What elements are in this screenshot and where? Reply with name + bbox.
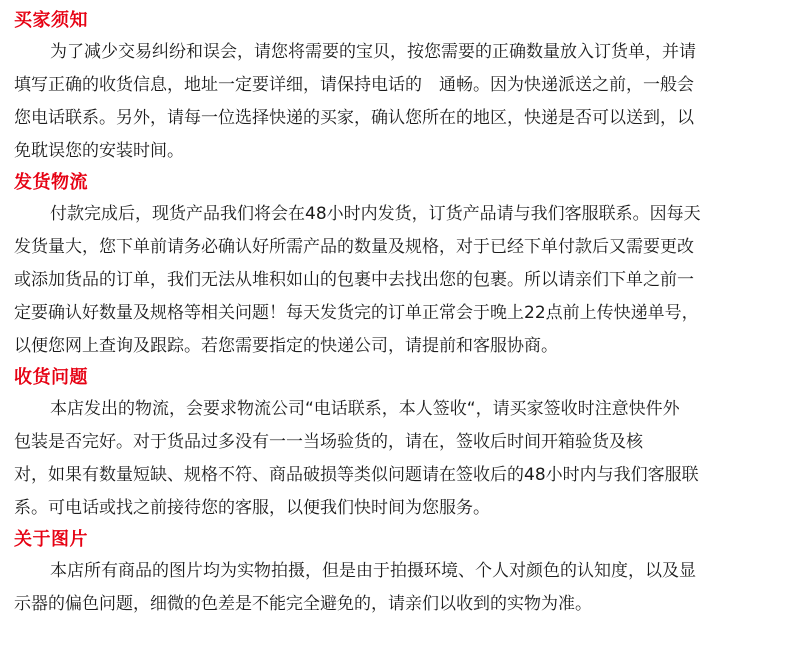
paragraph-line: 系。可电话或找之前接待您的客服，以便我们快时间为您服务。: [14, 498, 490, 518]
paragraph-line: 本店所有商品的图片均为实物拍摄，但是由于拍摄环境、个人对颜色的认知度，以及显: [50, 561, 696, 581]
paragraph-line: 包装是否完好。对于货品过多没有一一当场验货的，请在，签收后时间开箱验货及核: [14, 432, 643, 452]
paragraph-line: 免耽误您的安装时间。: [14, 141, 184, 161]
section-about-images: [14, 525, 776, 621]
section-title-about-images: 关于图片: [14, 529, 88, 550]
section-title-buyer-notice: 买家须知: [14, 10, 88, 31]
section-buyer-notice: [14, 6, 776, 168]
paragraph-line: 示器的偏色问题，细微的色差是不能完全避免的，请亲们以收到的实物为准。: [14, 594, 592, 614]
paragraph-line: 发货量大，您下单前请务必确认好所需产品的数量及规格，对于已经下单付款后又需要更改: [14, 237, 694, 257]
paragraph-line: 以便您网上查询及跟踪。若您需要指定的快递公司，请提前和客服协商。: [14, 336, 558, 356]
section-receiving: [14, 363, 776, 525]
paragraph-line: 填写正确的收货信息，地址一定要详细，请保持电话的 通畅。因为快递派送之前，一般会: [14, 75, 694, 95]
paragraph-line: 为了减少交易纠纷和误会，请您将需要的宝贝，按您需要的正确数量放入订货单，并请: [50, 42, 696, 62]
paragraph-line: 本店发出的物流，会要求物流公司“电话联系，本人签收“，请买家签收时注意快件外: [50, 399, 680, 419]
paragraph-line: 或添加货品的订单，我们无法从堆积如山的包裹中去找出您的包裹。所以请亲们下单之前一: [14, 270, 694, 290]
paragraph-line: 付款完成后，现货产品我们将会在48小时内发货，订货产品请与我们客服联系。因每天: [50, 204, 701, 224]
section-title-receiving: 收货问题: [14, 367, 88, 388]
paragraph-line: 定要确认好数量及规格等相关问题！每天发货完的订单正常会于晚上22点前上传快递单号，: [14, 303, 699, 323]
paragraph-line: 您电话联系。另外，请每一位选择快递的买家，确认您所在的地区，快递是否可以送到，以: [14, 108, 694, 128]
section-shipping: [14, 168, 776, 363]
section-title-shipping: 发货物流: [14, 172, 88, 193]
paragraph-line: 对，如果有数量短缺、规格不符、商品破损等类似问题请在签收后的48小时内与我们客服联: [14, 465, 699, 485]
